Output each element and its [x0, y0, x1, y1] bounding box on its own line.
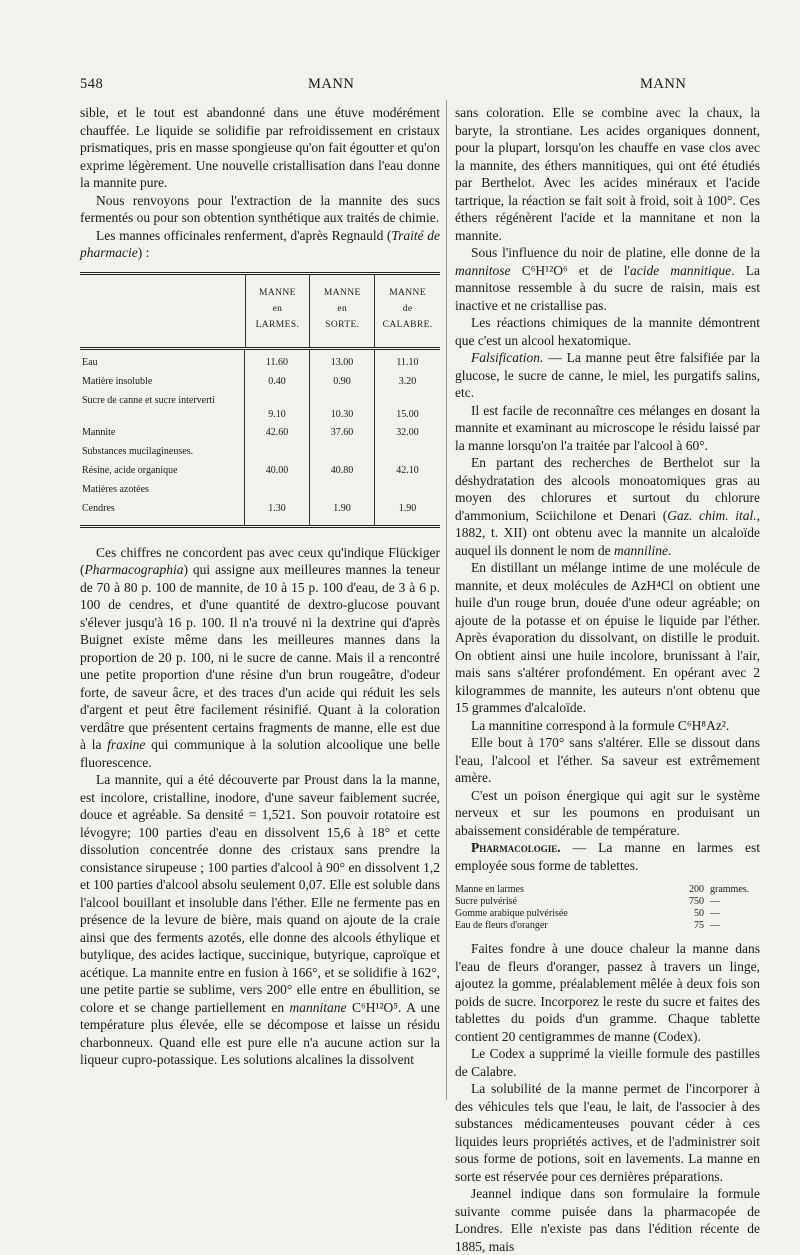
- paragraph: La mannitine correspond à la formule C⁶H⁸Az².: [471, 717, 730, 733]
- paragraph: C'est un poison énergique qui agit sur le système nerveux et sur les poumons en produisant un abaissement considérable de température.: [455, 787, 760, 838]
- paragraph: Nous renvoyons pour l'extraction de la mannite des sucs fermentés ou pour son obtention synthétique aux traités de chimie.: [80, 192, 440, 225]
- table-cell: 1.90: [333, 502, 351, 514]
- table-body: [80, 350, 440, 525]
- table-cell: 1.90: [398, 502, 417, 514]
- left-running-title: MANN: [308, 76, 355, 92]
- paragraph: Jeannel indique dans son formulaire la formule suivante comme puisée dans la pharmacopée de Londres. Elle n'existe pas dans l'édition récente de 1885, mais: [455, 1186, 760, 1254]
- column-header-calabre: MANNE de CALABRE.: [382, 287, 433, 330]
- paragraph: Faites fondre à une douce chaleur la manne dans l'eau de fleurs d'oranger, passez à travers un linge, ajoutez la gomme, préalablement mêlée à deux fois son poids de sucre. Incorporez le reste du sucre et faites des tablettes du poids d'un gramme. Chaque tablette contient 20 centigrammes de manne (Codex).: [455, 941, 760, 1044]
- formula-row: Manne en larmes 200 grammes.: [455, 884, 750, 895]
- left-column: [80, 104, 440, 1069]
- table-cell: 9.10: [268, 408, 286, 420]
- table-cell: 10.30: [330, 408, 354, 420]
- column-values-sorte: [310, 350, 375, 525]
- table-cell: 3.20: [398, 375, 417, 387]
- paragraph: En partant des recherches de Berthelot sur la déshydratation des alcools monoatomiques gras au moyen des chlorures et surtout du chlorure d'ammonium, Sciichilone et Denari (Gaz. chim. ital., 1882, t. XII) ont obtenu avec la mannite un alcaloïde auquel ils donnent le nom de manniline.: [455, 455, 760, 558]
- table-cell: [310, 445, 374, 464]
- column-values-calabre: [375, 350, 440, 525]
- column-header-sorte: MANNE en SORTE.: [310, 275, 375, 347]
- right-column: [455, 104, 760, 1255]
- table-cell: 11.10: [396, 356, 419, 368]
- paragraph: La solubilité de la manne permet de l'incorporer à des véhicules tels que l'eau, le lait, de l'associer à des substances médicamenteuses pouvant céder à ces liquides leurs propriétés actives, et de l'administrer soit sous forme de potions, soit en lavements. La manne en sorte est réservée pour ces dernières préparations.: [455, 1081, 760, 1184]
- row-labels: [80, 350, 245, 525]
- paragraph: Falsification. — La manne peut être falsifiée par la glucose, le sucre de canne, le miel, les purgatifs salins, etc.: [455, 350, 760, 400]
- table-cell: 42.60: [265, 426, 289, 438]
- row-label: Matières azotées: [82, 483, 149, 495]
- table-cell: [245, 445, 309, 464]
- row-label: Sucre de canne et sucre interverti: [82, 394, 215, 406]
- paragraph: Les réactions chimiques de la mannite démontrent que c'est un alcool hexatomique.: [455, 315, 760, 348]
- paragraph: Il est facile de reconnaître ces mélanges en dosant la mannite et examinant au microscope le résidu laissé par la manne lorsqu'on l'a traitée par l'alcool à 60°.: [455, 402, 760, 453]
- row-label: Matière insoluble: [82, 375, 153, 387]
- right-running-title: MANN: [640, 76, 687, 92]
- column-header-larmes: MANNE en LARMES.: [246, 275, 311, 347]
- row-label: Substances mucilagineuses.: [82, 445, 194, 457]
- table-cell: 15.00: [396, 408, 419, 420]
- table-header: [80, 275, 440, 350]
- formula-row: Eau de fleurs d'oranger 75 —: [455, 920, 720, 931]
- paragraph: Pharmacologie. — La manne en larmes est employée sous forme de tablettes.: [455, 840, 760, 873]
- table-cell: [375, 445, 440, 464]
- table-cell: 37.60: [330, 426, 354, 438]
- formula-row: Sucre pulvérisé 750 —: [455, 896, 720, 907]
- paragraph: Les mannes officinales renferment, d'après Regnauld (Traité de pharmacie) :: [80, 227, 440, 260]
- table-cell: 11.60: [265, 356, 289, 368]
- manna-composition-table: [80, 272, 440, 528]
- table-cell: 1.30: [268, 502, 286, 514]
- table-cell: 0.40: [268, 375, 286, 387]
- table-cell: [310, 483, 374, 502]
- paragraph: La mannite, qui a été découverte par Proust dans la la manne, est incolore, cristalline, inodore, d'une saveur faiblement sucrée, douce et agréable. Sa densité = 1,521. Son pouvoir rotatoire est lévogyre; 100 parties d'eau en dissolvent 15,6 à 18° et cette dissolution concentrée donne des cristaux sans prendre la consistance sirupeuse ; 100 parties d'alcool à 90° en dissolvent 1,2 et 100 parties d'alcool absolu seulement 0,07. Elle est soluble dans l'alcool bouillant et insoluble dans l'éther. Elle ne fermente pas en présence de la levure de bière, mais quand on ajoute de la craie ainsi que des ferments azotés, elle donne des alcools éthylique et butylique, des acides lactique, succinique, butyrique, caproïque et acétique. La mannite entre en fusion à 166°, et se solidifie à 162°, une petite partie se sublime, vers 200° elle entre en ébullition, se colore et se change partiellement en mannitane C⁶H¹²O⁵. A une température plus élevée, elle se décompose et laisse un résidu charbonneux. Quand elle est pure elle n'a aucune action sur la liqueur cupro-potassique. Les solutions alcalines la dissolvent: [80, 772, 441, 1067]
- table-cell: [245, 483, 309, 502]
- page-number: 548: [80, 76, 104, 92]
- table-cell: 32.00: [396, 426, 419, 438]
- running-header: [80, 76, 740, 96]
- table-cell: 0.90: [333, 375, 351, 387]
- table-header-label-cell: [80, 275, 246, 347]
- table-cell: 40.80: [330, 464, 354, 476]
- paragraph: sans coloration. Elle se combine avec la chaux, la baryte, la strontiane. Les acides organiques donnent, pour la plupart, lorsqu'on les chauffe en vase clos avec la mannite, des éthers mannitiques, qui ont été étudiés par Berthelot. Avec les acides minéraux et l'acide tartrique, la réaction se fait soit à froid, soit à 100°. Ces éthers régénèrent l'acide et la mannitane et non la mannite.: [455, 105, 760, 243]
- table-cell: [375, 483, 440, 502]
- column-divider: [446, 100, 447, 1100]
- paragraph: Sous l'influence du noir de platine, elle donne de la mannitose C⁶H¹²O⁶ et de l'acide mannitique. La mannitose ressemble à du sucre de raisin, mais est inactive et ne cristallise pas.: [455, 245, 760, 313]
- formula-row: Gomme arabique pulvérisée 50 —: [455, 908, 720, 919]
- table-cell: 40.00: [265, 464, 289, 476]
- paragraph: Elle bout à 170° sans s'altérer. Elle se dissout dans l'eau, l'alcool et l'éther. Sa saveur est extrêmement amère.: [455, 735, 760, 785]
- table-cell: 13.00: [330, 356, 354, 368]
- row-label: Cendres: [82, 502, 115, 514]
- tablet-formula: [455, 884, 760, 932]
- column-values-larmes: [245, 350, 310, 525]
- paragraph: Ces chiffres ne concordent pas avec ceux qu'indique Flückiger (Pharmacographia) qui assigne aux meilleures mannes la teneur de 70 à 80 p. 100 de mannite, de 10 à 15 p. 100 d'eau, de 3 à 6 p. 100 de cendres, et d'une quantité de dextro-glucose pouvant s'élever jusqu'à 16 p. 100. Il n'a trouvé ni la dextrine qui d'après Buignet existe même dans les meilleures mannes dans la proportion de 20 p. 100, ni le sucre de canne. Mais il a rencontré une petite proportion d'une résine d'un brun rougeâtre, d'odeur forte, de saveur âcre, et des traces d'un acide qui réduit les sels d'argent et peut être facilement résinifié. Quant à la coloration verdâtre que présentent certains fragments de manne, elle est due à la fraxine qui communique à la solution alcoolique une belle fluorescence.: [80, 544, 440, 770]
- row-label: Résine, acide organique: [82, 464, 178, 476]
- table-cell: 42.10: [396, 464, 419, 476]
- row-label: Eau: [82, 356, 98, 368]
- paragraph: Le Codex a supprimé la vieille formule des pastilles de Calabre.: [455, 1046, 760, 1079]
- paragraph: sible, et le tout est abandonné dans une étuve modérément chauffée. Le liquide se solidifie par refroidissement en cristaux prismatiques, pris en masse spongieuse qu'on fait égoutter et qu'on exprime légèrement. Une nouvelle cristallisation dans l'eau donne la mannite pure.: [80, 105, 440, 190]
- row-label: Mannite: [82, 426, 116, 438]
- paragraph: En distillant un mélange intime de une molécule de mannite, et deux molécules de AzH⁴Cl on obtient une huile d'un rouge brun, douée d'une odeur agréable; on ajoute de la potasse et on épuise le liquide par l'éther. Après évaporation du dissolvant, on distille le produit. On obtient ainsi une huile incolore, brunissant à l'air, mais sans s'altérer profondément. En opérant avec 2 kilogrammes de mannite, les auteurs n'ont obtenu que 15 grammes d'alcaloïde.: [455, 560, 760, 715]
